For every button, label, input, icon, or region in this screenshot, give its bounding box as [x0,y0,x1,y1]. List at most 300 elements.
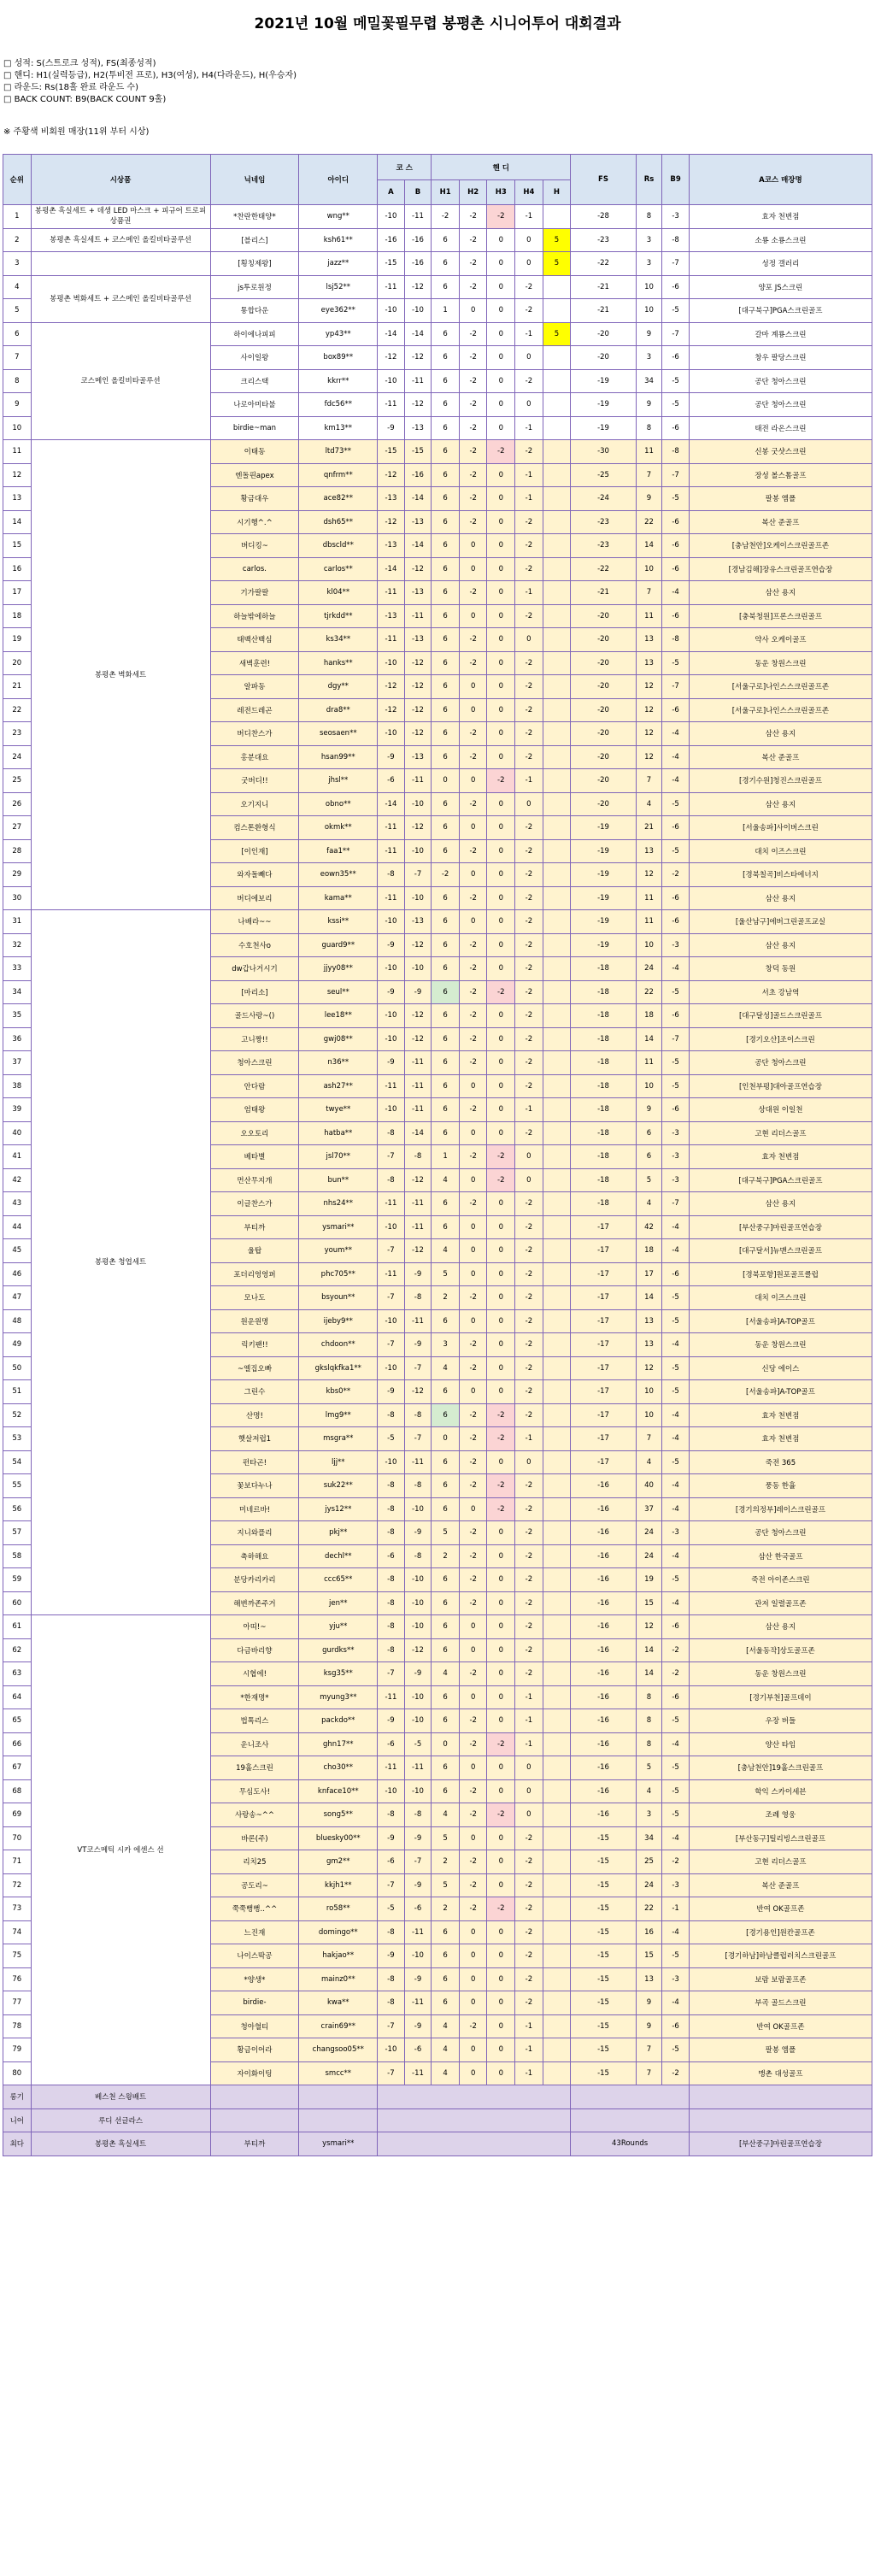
cell-store: 복산 준골프 [689,745,872,769]
header-handi: 핸 디 [432,155,571,180]
cell-b: -7 [404,1356,432,1380]
cell-h4: -2 [515,557,543,581]
cell-rank: 28 [3,839,32,863]
cell-h3: 0 [487,957,515,981]
cell-rank: 67 [3,1756,32,1780]
cell-h4: -2 [515,1215,543,1239]
cell-h2: -2 [459,393,487,417]
cell-h3: 0 [487,1098,515,1122]
cell-nick: 엔돌핀apex [210,463,299,487]
cell-b9: -6 [662,1098,690,1122]
cell-h1: 2 [432,1544,460,1568]
cell-a: -12 [378,463,405,487]
cell-h1: 6 [432,1568,460,1592]
cell-id: ks34** [299,628,378,652]
cell-rank: 1 [3,205,32,229]
table-row [3,322,872,346]
cell-store: 관저 일렬골프존 [689,1591,872,1615]
cell-store: [대구북구]PGA스크린골프 [689,299,872,323]
cell-a: -8 [378,1521,405,1545]
cell-fs: -20 [571,698,636,722]
cell-h2: -2 [459,346,487,370]
cell-h1: 6 [432,1004,460,1028]
cell-b: -12 [404,722,432,746]
cell-fs: -18 [571,1004,636,1028]
footer-store [689,2085,872,2109]
cell-id: chdoon** [299,1333,378,1357]
cell-rank: 79 [3,2038,32,2062]
cell-h1: 6 [432,910,460,934]
cell-fs: -20 [571,769,636,793]
cell-h2: -2 [459,1004,487,1028]
cell-h2: -2 [459,275,487,299]
cell-h4: -2 [515,1920,543,1944]
cell-h4: -2 [515,698,543,722]
cell-b9: -7 [662,1192,690,1216]
cell-h [543,1873,571,1897]
cell-b9: -7 [662,1027,690,1051]
cell-store: [서울송파]사이버스크린 [689,816,872,840]
cell-h1: 6 [432,1450,460,1474]
cell-b9: -3 [662,1145,690,1169]
cell-h4: -2 [515,604,543,628]
cell-h4: -2 [515,510,543,534]
cell-store: 삼산 용지 [689,722,872,746]
cell-id: okmk** [299,816,378,840]
cell-rs: 10 [636,933,662,957]
cell-rank: 74 [3,1920,32,1944]
cell-nick: 골드사랑~() [210,1004,299,1028]
cell-h1: 5 [432,1873,460,1897]
results-body [3,205,872,2156]
cell-h [543,1732,571,1756]
cell-store: [서울구로]나인스스크린골프존 [689,675,872,699]
cell-nick: 시협에! [210,1662,299,1686]
cell-a: -12 [378,698,405,722]
cell-h3: 0 [487,1027,515,1051]
cell-id: guard9** [299,933,378,957]
cell-rs: 24 [636,1544,662,1568]
cell-rank: 73 [3,1897,32,1921]
cell-a: -11 [378,628,405,652]
cell-store: 고현 리더스골프 [689,1121,872,1145]
cell-h2: 0 [459,863,487,887]
cell-h [543,1779,571,1803]
cell-h1: 6 [432,1309,460,1333]
cell-id: jen** [299,1591,378,1615]
cell-rank: 62 [3,1638,32,1662]
cell-rank: 57 [3,1521,32,1545]
cell-rs: 17 [636,1262,662,1286]
cell-b9: -5 [662,1309,690,1333]
cell-h [543,933,571,957]
cell-id: kl04** [299,581,378,605]
cell-b: -13 [404,510,432,534]
cell-h2: -2 [459,1356,487,1380]
cell-h3: 0 [487,628,515,652]
cell-rs: 14 [636,1027,662,1051]
cell-b: -14 [404,487,432,511]
cell-a: -9 [378,980,405,1004]
cell-h3: 0 [487,1239,515,1263]
cell-store: 죽전 365 [689,1450,872,1474]
cell-a: -13 [378,604,405,628]
cell-nick: [이인재] [210,839,299,863]
cell-nick: [마리소] [210,980,299,1004]
cell-h2: 0 [459,816,487,840]
cell-b9: -4 [662,1732,690,1756]
cell-b: -8 [404,1403,432,1427]
cell-rank: 17 [3,581,32,605]
cell-a: -11 [378,581,405,605]
cell-a: -9 [378,745,405,769]
cell-id: dbscld** [299,534,378,558]
cell-h1: 6 [432,1497,460,1521]
cell-a: -6 [378,1732,405,1756]
cell-h [543,205,571,229]
cell-h1: 6 [432,1051,460,1075]
cell-h4: -1 [515,1685,543,1709]
cell-h [543,1286,571,1310]
cell-id: gwj08** [299,1027,378,1051]
cell-h [543,1920,571,1944]
header-b: B [404,180,432,205]
cell-h2: -2 [459,440,487,464]
cell-b9: -5 [662,792,690,816]
cell-rank: 8 [3,369,32,393]
cell-rank: 39 [3,1098,32,1122]
cell-h2: -2 [459,1192,487,1216]
cell-nick: 버디에보리 [210,886,299,910]
cell-rs: 4 [636,792,662,816]
header-h3: H3 [487,180,515,205]
cell-h2: 0 [459,1215,487,1239]
cell-h1: 6 [432,1074,460,1098]
cell-h1: 1 [432,1145,460,1169]
cell-b9: -7 [662,322,690,346]
cell-nick: 산명! [210,1403,299,1427]
cell-h4: -2 [515,1403,543,1427]
cell-nick: 무심도사! [210,1779,299,1803]
cell-a: -8 [378,1403,405,1427]
cell-h1: 6 [432,228,460,252]
member-note: ※ 주황색 비회원 매장(11위 부터 시상) [3,127,150,137]
cell-id: lee18** [299,1004,378,1028]
cell-h3: 0 [487,1638,515,1662]
cell-a: -10 [378,722,405,746]
cell-store: 복산 준골프 [689,510,872,534]
cell-h [543,1121,571,1145]
cell-rank: 31 [3,910,32,934]
legend [3,58,297,106]
cell-h [543,346,571,370]
cell-rank: 63 [3,1662,32,1686]
cell-h4: -1 [515,2038,543,2062]
table-row [3,205,872,229]
cell-h3: 0 [487,675,515,699]
cell-rs: 3 [636,252,662,276]
cell-h3: 0 [487,698,515,722]
cell-h1: 6 [432,581,460,605]
cell-h3: 0 [487,863,515,887]
cell-h [543,1192,571,1216]
cell-rank: 7 [3,346,32,370]
cell-h4: -2 [515,1497,543,1521]
cell-b9: -4 [662,1239,690,1263]
cell-a: -11 [378,393,405,417]
header-store: A코스 매장명 [689,155,872,205]
cell-a: -7 [378,1333,405,1357]
cell-id: seul** [299,980,378,1004]
cell-b: -11 [404,1991,432,2015]
cell-h2: -2 [459,1850,487,1874]
cell-b9: -8 [662,440,690,464]
table-row [3,252,872,276]
cell-h3: -2 [487,1145,515,1169]
cell-h2: 0 [459,1685,487,1709]
cell-b9: -6 [662,534,690,558]
cell-id: ghn17** [299,1732,378,1756]
cell-rs: 12 [636,722,662,746]
cell-h2: 0 [459,1380,487,1404]
cell-a: -14 [378,557,405,581]
cell-b: -10 [404,1615,432,1639]
cell-b: -10 [404,957,432,981]
cell-h2: 0 [459,1074,487,1098]
footer-store [689,2108,872,2132]
cell-b: -16 [404,228,432,252]
results-table [3,154,872,2156]
cell-b9: -4 [662,1333,690,1357]
cell-rs: 24 [636,1521,662,1545]
cell-h1: 6 [432,1098,460,1122]
cell-fs: -18 [571,1145,636,1169]
cell-h4: -2 [515,980,543,1004]
cell-rank: 24 [3,745,32,769]
cell-id: faa1** [299,839,378,863]
cell-h2: -2 [459,1333,487,1357]
cell-nick: 통합다운 [210,299,299,323]
cell-h2: 0 [459,534,487,558]
cell-h2: -2 [459,1145,487,1169]
cell-rank: 51 [3,1380,32,1404]
cell-h4: -2 [515,1568,543,1592]
cell-h3: -2 [487,1497,515,1521]
cell-h4: -2 [515,1262,543,1286]
cell-rs: 22 [636,1897,662,1921]
cell-rank: 29 [3,863,32,887]
cell-h2: -2 [459,1544,487,1568]
cell-fs: -23 [571,510,636,534]
footer-label: 롱기 [3,2085,32,2109]
cell-a: -10 [378,1779,405,1803]
cell-h1: 6 [432,463,460,487]
cell-id: hatba** [299,1121,378,1145]
cell-h3: -2 [487,769,515,793]
cell-fs: -16 [571,1497,636,1521]
cell-h3: 0 [487,534,515,558]
cell-h [543,816,571,840]
cell-a: -8 [378,1591,405,1615]
cell-h2: 0 [459,2061,487,2085]
cell-h2: -2 [459,957,487,981]
cell-id: yp43** [299,322,378,346]
cell-h4: -1 [515,1709,543,1733]
cell-rank: 61 [3,1615,32,1639]
footer-id [299,2108,378,2132]
cell-h2: -2 [459,628,487,652]
cell-h4: -2 [515,886,543,910]
cell-h3: 0 [487,1709,515,1733]
cell-h2: -2 [459,581,487,605]
cell-h: 5 [543,322,571,346]
cell-b: -10 [404,886,432,910]
cell-h [543,675,571,699]
cell-h2: -2 [459,416,487,440]
cell-fs: -21 [571,581,636,605]
cell-rs: 10 [636,557,662,581]
cell-nick: 모나도 [210,1286,299,1310]
cell-b: -10 [404,1591,432,1615]
cell-h4: 0 [515,1756,543,1780]
cell-a: -11 [378,1756,405,1780]
cell-nick: *양생* [210,1967,299,1991]
cell-store: 상대원 이일천 [689,1098,872,1122]
cell-h3: -2 [487,1427,515,1451]
cell-id: ash27** [299,1074,378,1098]
cell-h3: -2 [487,980,515,1004]
cell-b9: -3 [662,1121,690,1145]
cell-h4: -2 [515,1826,543,1850]
cell-h4: -2 [515,1638,543,1662]
cell-b: -12 [404,557,432,581]
cell-fs: -15 [571,1897,636,1921]
cell-store: 대치 이즈스크린 [689,839,872,863]
cell-rank: 45 [3,1239,32,1263]
cell-rank: 53 [3,1427,32,1451]
cell-rs: 11 [636,1051,662,1075]
cell-h3: 0 [487,2014,515,2038]
cell-b: -12 [404,651,432,675]
cell-h1: 5 [432,1262,460,1286]
cell-store: 소룡 소룡스크린 [689,228,872,252]
cell-b: -11 [404,369,432,393]
cell-h4: -1 [515,581,543,605]
cell-h2: -2 [459,463,487,487]
cell-h [543,1850,571,1874]
cell-h3: 0 [487,1051,515,1075]
cell-fs: -17 [571,1403,636,1427]
cell-h [543,1709,571,1733]
cell-h [543,722,571,746]
cell-a: -9 [378,1051,405,1075]
footer-fs: 43Rounds [571,2132,690,2156]
cell-b: -11 [404,604,432,628]
cell-rs: 10 [636,299,662,323]
cell-a: -10 [378,205,405,229]
cell-a: -10 [378,910,405,934]
footer-fs [571,2108,690,2132]
cell-fs: -15 [571,2014,636,2038]
cell-store: 부곡 골드스크린 [689,1991,872,2015]
cell-b: -11 [404,1074,432,1098]
cell-nick: 다금바리향 [210,1638,299,1662]
cell-store: 우장 버들 [689,1709,872,1733]
cell-rs: 8 [636,1709,662,1733]
cell-h3: 0 [487,1309,515,1333]
cell-h2: 0 [459,698,487,722]
cell-b9: -5 [662,1356,690,1380]
cell-rank: 18 [3,604,32,628]
cell-h [543,698,571,722]
cell-rs: 13 [636,839,662,863]
cell-h2: -2 [459,1732,487,1756]
cell-h4: -2 [515,816,543,840]
cell-rs: 12 [636,1615,662,1639]
cell-b: -9 [404,2014,432,2038]
cell-nick: carlos. [210,557,299,581]
cell-store: [경기오산]조이스크린 [689,1027,872,1051]
cell-h [543,839,571,863]
cell-h1: 6 [432,745,460,769]
cell-fs: -19 [571,416,636,440]
cell-rank: 66 [3,1732,32,1756]
cell-nick: 나로아미타불 [210,393,299,417]
cell-nick: 청아스크린 [210,1051,299,1075]
cell-b: -12 [404,1638,432,1662]
cell-h1: 6 [432,510,460,534]
cell-a: -10 [378,1027,405,1051]
cell-h3: 0 [487,792,515,816]
cell-h3: 0 [487,1544,515,1568]
cell-b9: -4 [662,1544,690,1568]
cell-h4: -1 [515,1732,543,1756]
cell-h: 5 [543,228,571,252]
cell-store: 공단 청아스크린 [689,1051,872,1075]
cell-fs: -15 [571,1826,636,1850]
cell-rank: 33 [3,957,32,981]
cell-h [543,1521,571,1545]
cell-h [543,628,571,652]
cell-h4: -2 [515,1850,543,1874]
cell-h3: 0 [487,228,515,252]
cell-h3: 0 [487,1568,515,1592]
cell-rank: 26 [3,792,32,816]
cell-h [543,1497,571,1521]
cell-h1: -2 [432,205,460,229]
cell-b: -13 [404,745,432,769]
cell-nick: 자이화이팅 [210,2061,299,2085]
cell-b9: -6 [662,346,690,370]
cell-nick: 버디찬스가 [210,722,299,746]
cell-store: 삼산 용지 [689,933,872,957]
cell-h4: -2 [515,1192,543,1216]
cell-prize: 봉평촌 흑실세트 + 코스메인 올킬비타골루션 [31,228,210,252]
cell-h [543,1756,571,1780]
cell-h4: -2 [515,1873,543,1897]
cell-b: -8 [404,1803,432,1827]
cell-a: -11 [378,886,405,910]
cell-a: -10 [378,299,405,323]
cell-h4: -2 [515,722,543,746]
cell-h [543,1967,571,1991]
cell-store: 학익 스카이세븐 [689,1779,872,1803]
cell-id: n36** [299,1051,378,1075]
cell-b: -11 [404,1450,432,1474]
cell-rs: 37 [636,1497,662,1521]
cell-store: [서울송파]A-TOP골프 [689,1380,872,1404]
cell-nick: 펀타곤! [210,1450,299,1474]
